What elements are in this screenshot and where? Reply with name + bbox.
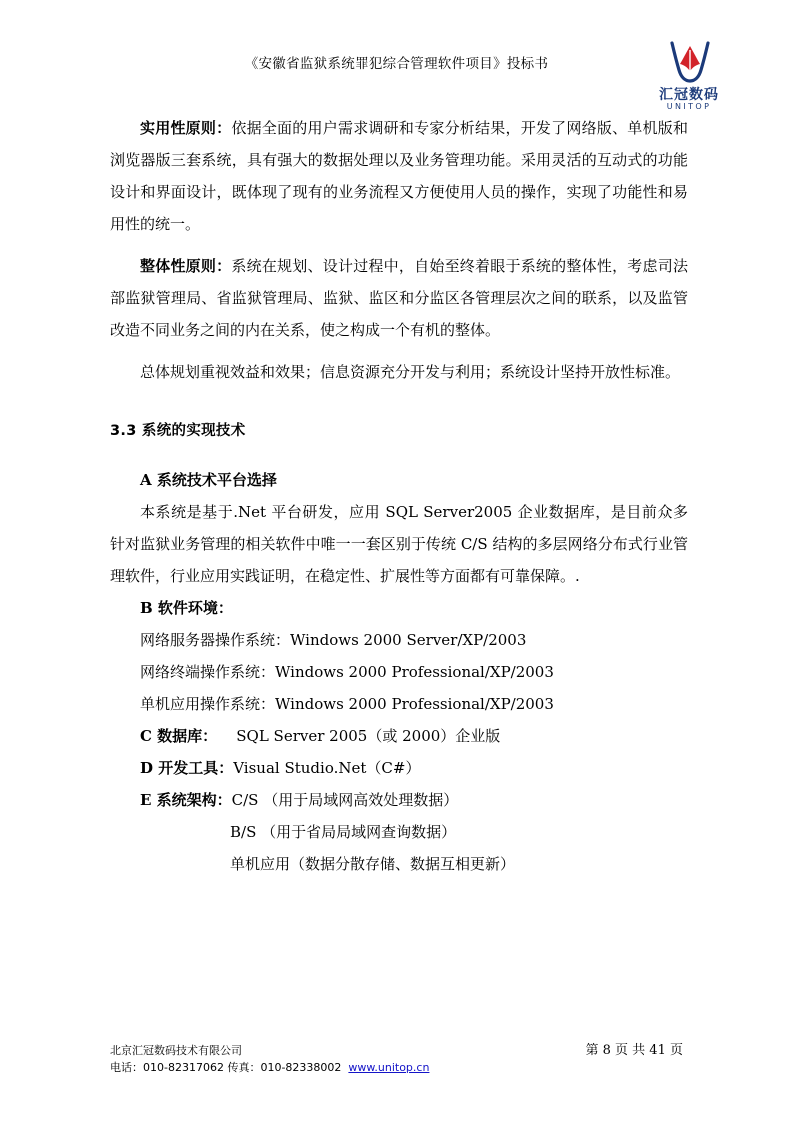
architecture-label: E 系统架构： <box>140 791 232 809</box>
software-env-line-3: 单机应用操作系统：Windows 2000 Professional/XP/2003 <box>140 695 554 713</box>
header-title: 《安徽省监狱系统罪犯综合管理软件项目》投标书 <box>244 56 549 72</box>
page-current: 8 <box>602 1043 611 1058</box>
database-value: SQL Server 2005（或 2000）企业版 <box>236 727 501 745</box>
software-env-line-2: 网络终端操作系统：Windows 2000 Professional/XP/2003 <box>140 663 554 681</box>
footer-company-name: 北京汇冠数码技术有限公司 <box>110 1044 242 1057</box>
paragraph-integrity-label: 整体性原则： <box>140 257 232 275</box>
unitop-logo-icon <box>667 40 713 84</box>
architecture-row <box>110 784 688 816</box>
page-footer <box>0 1042 793 1086</box>
page-total: 41 <box>649 1043 666 1058</box>
paragraph-practicality <box>110 112 688 240</box>
architecture-value-2-row: B/S （用于省局局域网查询数据） <box>230 823 457 841</box>
logo-text: 汇冠数码 <box>659 87 719 103</box>
footer-phone: 电话：010-82317062 传真：010-82338002 <box>110 1061 342 1074</box>
dev-tool-label: D 开发工具： <box>140 759 234 777</box>
paragraph-practicality-text: 依据全面的用户需求调研和专家分析结果，开发了网络版、单机版和浏览器版三套系统，具有强大的数据处理以及业务管理功能。采用灵活的互动式的功能设计和界面设计，既体现了现有的业务流程又方便使用人员的操作，实现了功能性和易用性的统一。 <box>110 119 688 233</box>
paragraph-integrity <box>110 250 688 346</box>
footer-contact-line <box>110 1059 429 1076</box>
subsection-b-heading: B 软件环境： <box>140 599 233 617</box>
spacer <box>110 240 688 250</box>
database-label: C 数据库： <box>140 727 218 745</box>
document-content <box>110 112 688 880</box>
subsection-a-heading: A 系统技术平台选择 <box>140 471 277 489</box>
database-row <box>110 720 688 752</box>
logo-subtext: UNITOP <box>666 102 712 111</box>
section-heading-3-3: 3.3 系统的实现技术 <box>110 423 246 439</box>
spacer <box>110 388 688 416</box>
architecture-value-3-row: 单机应用（数据分散存储、数据互相更新） <box>230 855 516 873</box>
architecture-value-1: C/S （用于局域网高效处理数据） <box>231 791 459 809</box>
spacer <box>110 446 688 464</box>
paragraph-overall-planning: 总体规划重视效益和效果；信息资源充分开发与利用；系统设计坚持开放性标准。 <box>140 363 681 381</box>
footer-page-number <box>585 1042 683 1059</box>
paragraph-practicality-label: 实用性原则： <box>140 119 232 137</box>
dev-tool-row <box>110 752 688 784</box>
page-prefix: 第 <box>585 1043 599 1058</box>
software-env-line-1: 网络服务器操作系统：Windows 2000 Server/XP/2003 <box>140 631 527 649</box>
page-header <box>0 52 793 112</box>
page-suffix: 页 <box>669 1043 683 1058</box>
paragraph-integrity-text: 系统在规划、设计过程中，自始至终着眼于系统的整体性，考虑司法部监狱管理局、省监狱管理局、监狱、监区和分监区各管理层次之间的联系，以及监管改造不同业务之间的内在关系，使之构成一个有机的整体。 <box>110 257 688 339</box>
subsection-a-text: 本系统是基于.Net 平台研发，应用 SQL Server2005 企业数据库，是目前众多针对监狱业务管理的相关软件中唯一一套区别于传统 C/S 结构的多层网络分布式行业管理软件，行业应用实践证明，在稳定性、扩展性等方面都有可靠保障。. <box>110 503 688 585</box>
page-mid: 页 共 <box>615 1043 646 1058</box>
spacer <box>110 346 688 356</box>
footer-website-link[interactable]: www.unitop.cn <box>348 1061 430 1074</box>
company-logo <box>641 40 737 114</box>
dev-tool-value: Visual Studio.Net（C#） <box>233 759 421 777</box>
footer-company-block <box>110 1042 429 1076</box>
